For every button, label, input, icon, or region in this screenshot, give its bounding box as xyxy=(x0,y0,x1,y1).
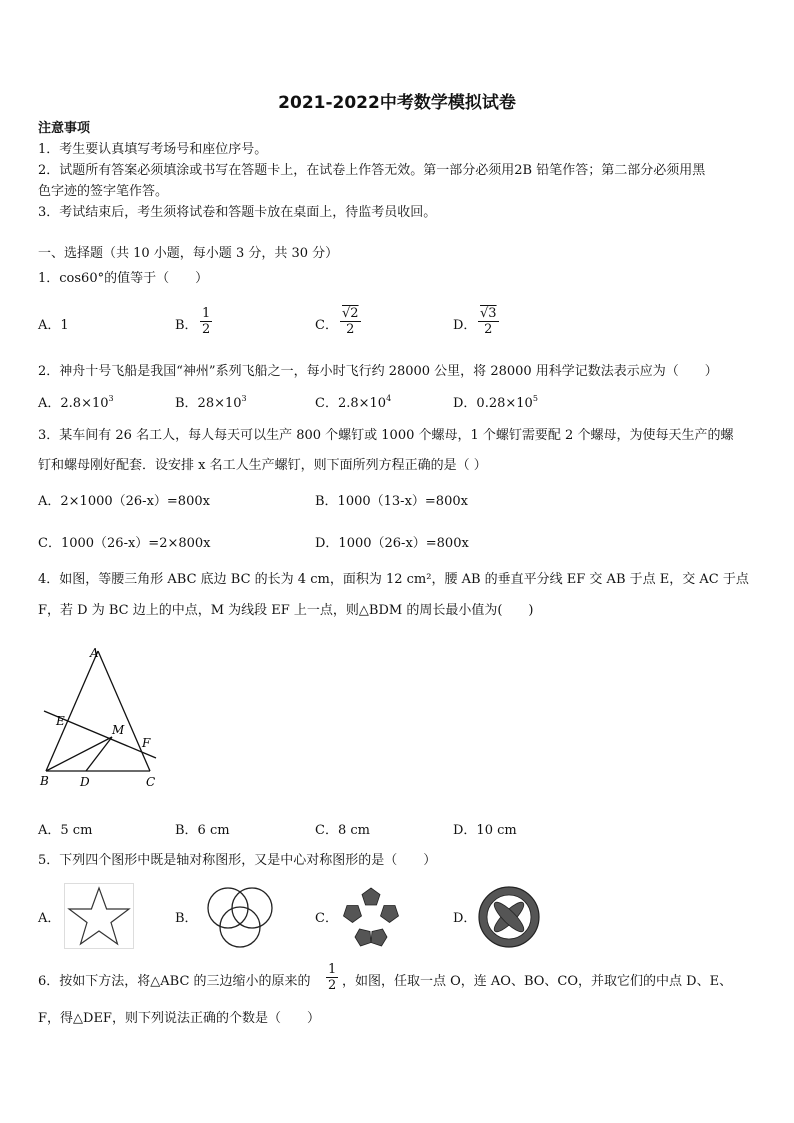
fraction-denominator: 2 xyxy=(346,322,355,337)
page-title: 2021-2022中考数学模拟试卷 xyxy=(278,93,516,113)
q1-option-c-fraction xyxy=(340,306,361,337)
note-item: 1．考生要认真填写考场号和座位序号。 xyxy=(38,142,268,157)
q4-option-d: D．10 cm xyxy=(453,823,517,838)
side-ab xyxy=(46,651,98,771)
segment-bm xyxy=(46,737,112,771)
q2-option-a: A．$2.8\times 10^3$ xyxy=(38,394,114,411)
q4-option-b: B．6 cm xyxy=(175,823,230,838)
question-4-stem: 4．如图，等腰三角形 ABC 底边 BC 的长为 4 cm，面积为 12 cm²，腰 AB 的垂直平分线 EF 交 AB 于点 E，交 AC 于点 xyxy=(38,572,749,587)
q3-option-a: A．2×1000（26-x）=800x xyxy=(38,494,210,509)
label-a: A xyxy=(90,646,99,660)
notes-heading: 注意事项 xyxy=(38,121,91,136)
note-item: 2．试题所有答案必须填涂或书写在答题卡上，在试卷上作答无效。第一部分必须用2B 铅笔作答；第二部分必须用黑 xyxy=(38,163,706,178)
q5-option-b: B． xyxy=(175,911,198,926)
label-d: D xyxy=(80,775,90,789)
question-5-stem: 5．下列四个图形中既是轴对称图形，又是中心对称图形的是（ ） xyxy=(38,853,437,868)
q5-option-d: D． xyxy=(453,911,477,926)
label-e: E xyxy=(56,714,65,728)
q3-option-d: D．1000（26-x）=800x xyxy=(315,536,469,551)
question-6-stem: 6．按如下方法，将△ABC 的三边缩小的原来的 xyxy=(38,974,311,989)
question-2-stem: 2．神舟十号飞船是我国“神州”系列飞船之一，每小时飞行约 28000 公里，将 28000 用科学记数法表示应为（ ） xyxy=(38,364,718,379)
q1-option-d: D． xyxy=(453,318,477,333)
note-item: 色字迹的签字笔作答。 xyxy=(38,184,169,199)
fraction-numerator: √2 xyxy=(342,306,359,321)
section-heading: 一、选择题（共 10 小题，每小题 3 分，共 30 分） xyxy=(38,246,339,261)
q1-option-b: B． xyxy=(175,318,198,333)
fraction-numerator: √3 xyxy=(480,306,497,321)
fraction-numerator: 1 xyxy=(202,306,211,321)
question-6-stem-cont: ，如图，任取一点 O，连 AO、BO、CO，并取它们的中点 D、E、 xyxy=(342,974,733,989)
q4-option-a: A．5 cm xyxy=(38,823,93,838)
q2-option-b: B．$28\times 10^3$ xyxy=(175,394,247,411)
question-1-stem: 1．cos60°的值等于（ ） xyxy=(38,271,209,286)
pentagons-figure xyxy=(338,884,404,950)
fraction-denominator: 2 xyxy=(202,322,211,337)
label-b: B xyxy=(40,774,49,788)
q4-option-c: C．8 cm xyxy=(315,823,370,838)
triangle-figure xyxy=(36,643,166,793)
q1-option-d-fraction xyxy=(478,306,499,337)
q1-option-b-fraction xyxy=(200,306,212,337)
label-c: C xyxy=(146,775,156,789)
circle-petals-figure xyxy=(476,884,542,950)
q2-option-d: D．$0.28\times 10^5$ xyxy=(453,394,538,411)
side-ac xyxy=(98,651,150,771)
question-3-stem: 3．某车间有 26 名工人，每人每天可以生产 800 个螺钉或 1000 个螺母，1 个螺钉需要配 2 个螺母，为使每天生产的螺 xyxy=(38,428,734,443)
q2-option-c: C．$2.8\times 10^4$ xyxy=(315,394,392,411)
fraction-numerator: 1 xyxy=(328,962,337,977)
question-3-stem-cont: 钉和螺母刚好配套．设安排 x 名工人生产螺钉，则下面所列方程正确的是（ ） xyxy=(38,458,487,473)
q1-option-c: C． xyxy=(315,318,338,333)
fraction-denominator: 2 xyxy=(328,978,337,993)
q5-option-c: C． xyxy=(315,911,338,926)
q3-option-b: B．1000（13-x）=800x xyxy=(315,494,468,509)
label-f: F xyxy=(142,736,151,750)
q6-fraction xyxy=(326,962,338,993)
segment-dm xyxy=(86,737,112,771)
question-4-stem-cont: F，若 D 为 BC 边上的中点，M 为线段 EF 上一点，则△BDM 的周长最小值为( ) xyxy=(38,603,534,618)
star-figure xyxy=(64,883,134,949)
fraction-denominator: 2 xyxy=(484,322,493,337)
q1-option-a: A．1 xyxy=(38,318,69,333)
label-m: M xyxy=(112,723,125,737)
q3-option-c: C．1000（26-x）=2×800x xyxy=(38,536,211,551)
question-6-stem-line2: F，得△DEF，则下列说法正确的个数是（ ） xyxy=(38,1011,320,1026)
three-circles-figure xyxy=(202,884,278,950)
q5-option-a: A． xyxy=(38,911,61,926)
note-item: 3．考试结束后，考生须将试卷和答题卡放在桌面上，待监考员收回。 xyxy=(38,205,437,220)
